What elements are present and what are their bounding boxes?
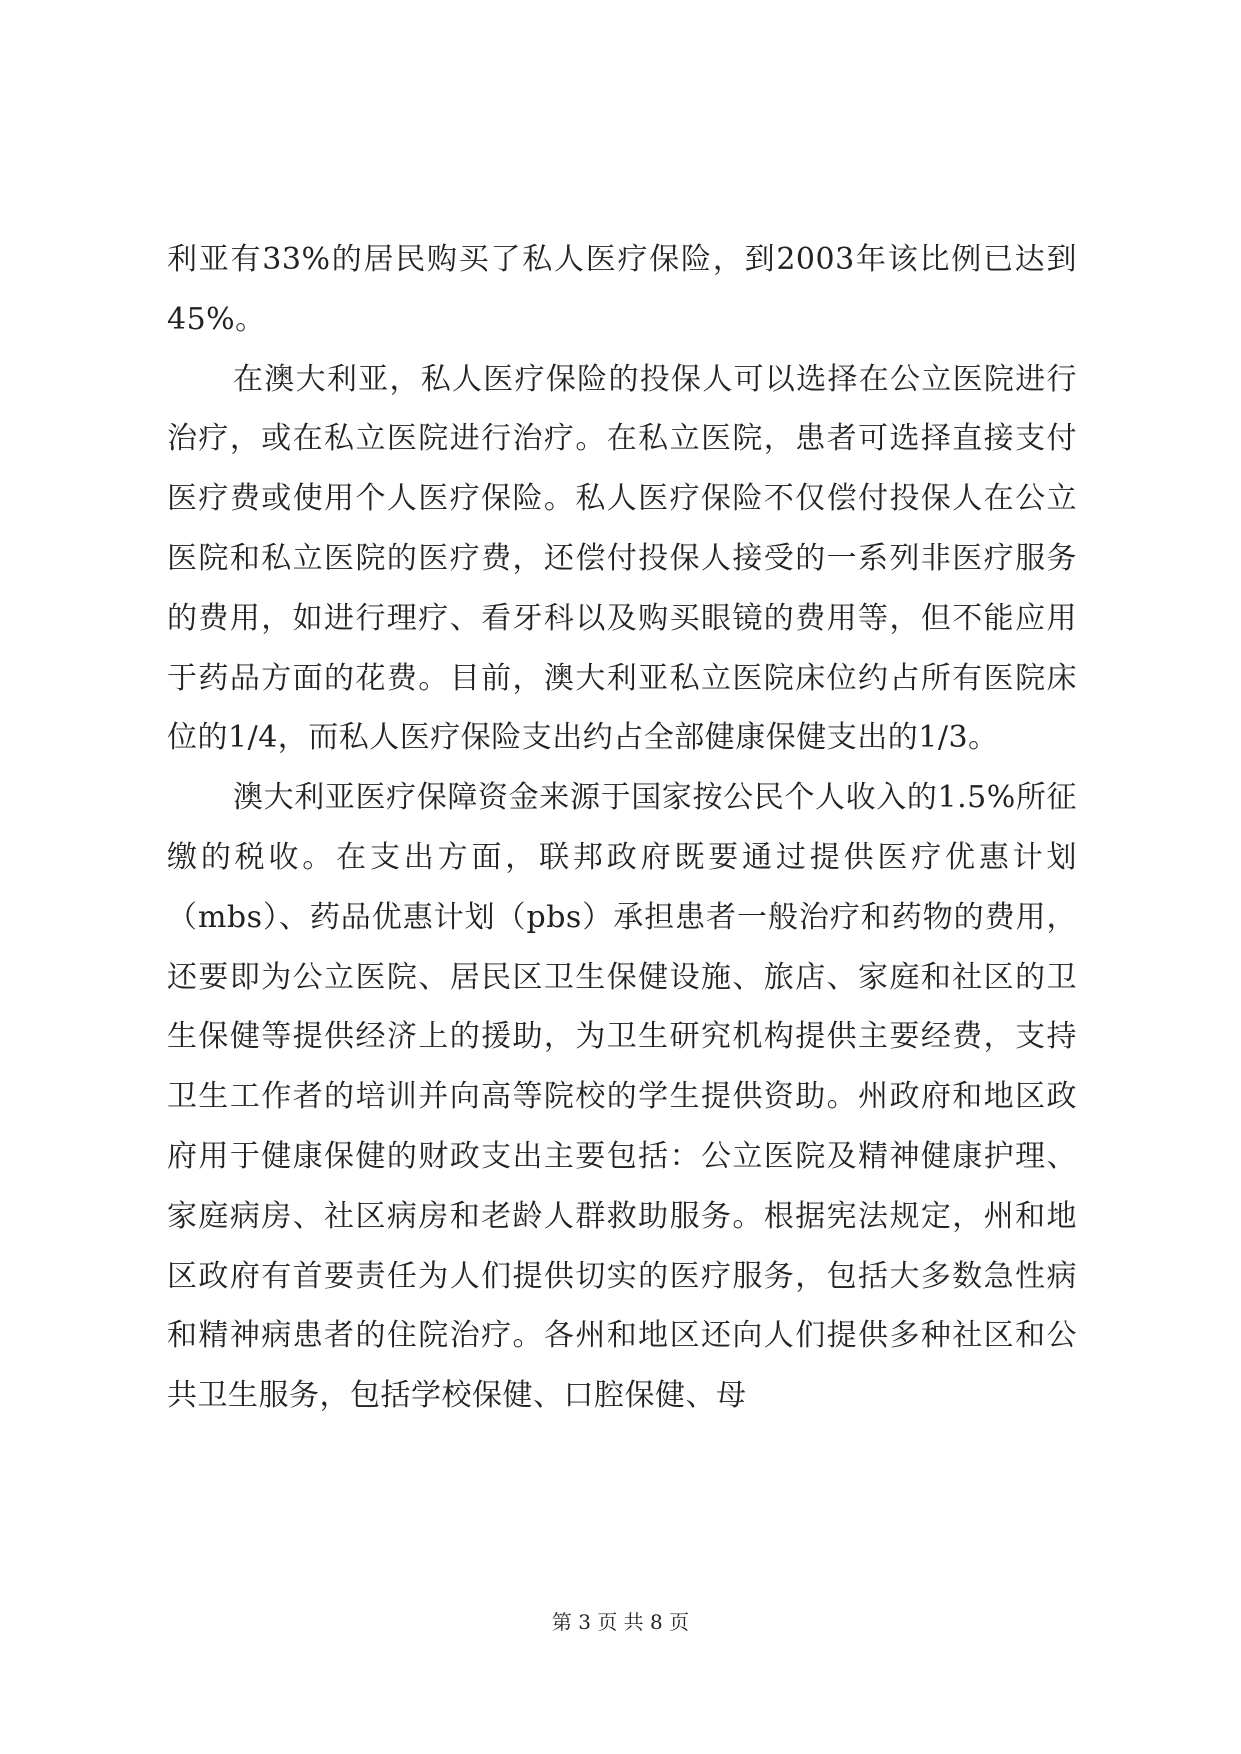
page-footer: 第 3 页 共 8 页 bbox=[551, 1610, 690, 1634]
paragraph-2: 在澳大利亚，私人医疗保险的投保人可以选择在公立医院进行治疗，或在私立医院进行治疗。在私立医院，患者可选择直接支付医疗费或使用个人医疗保险。私人医疗保险不仅偿付投保人在公立医院和私立医院的医疗费，还偿付投保人接受的一系列非医疗服务的费用，如进行理疗、看牙科以及购买眼镜的费用等，但不能应用于药品方面的花费。目前，澳大利亚私立医院床位约占所有医院床位的1/4，而私人医疗保险支出约占全部健康保健支出的1/3。 bbox=[167, 361, 1077, 756]
body-text bbox=[167, 230, 1077, 1426]
paragraph-3: 澳大利亚医疗保障资金来源于国家按公民个人收入的1.5%所征缴的税收。在支出方面，联邦政府既要通过提供医疗优惠计划（mbs）、药品优惠计划（pbs）承担患者一般治疗和药物的费用，还要即为公立医院、居民区卫生保健设施、旅店、家庭和社区的卫生保健等提供经济上的援助，为卫生研究机构提供主要经费，支持卫生工作者的培训并向高等院校的学生提供资助。州政府和地区政府用于健康保健的财政支出主要包括：公立医院及精神健康护理、家庭病房、社区病房和老龄人群救助服务。根据宪法规定，州和地区政府有首要责任为人们提供切实的医疗服务，包括大多数急性病和精神病患者的住院治疗。各州和地区还向人们提供多种社区和公共卫生服务，包括学校保健、口腔保健、母 bbox=[167, 780, 1077, 1414]
paragraph-1: 利亚有33%的居民购买了私人医疗保险，到2003年该比例已达到45%。 bbox=[167, 242, 1077, 337]
